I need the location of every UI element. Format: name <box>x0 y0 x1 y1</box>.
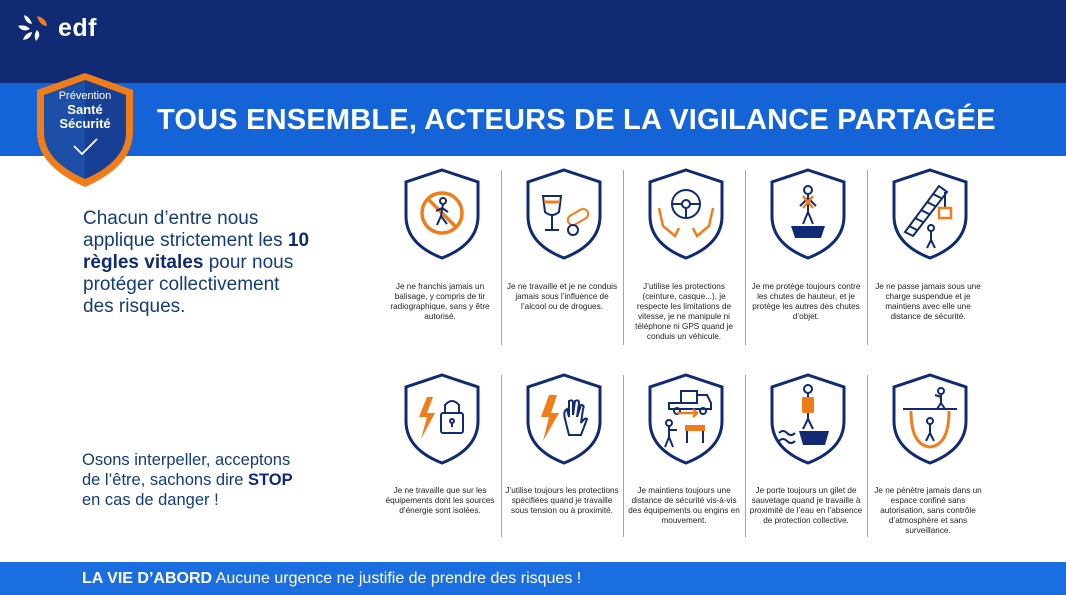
badge-line-3: Sécurité <box>59 116 111 131</box>
intro-text <box>83 208 313 318</box>
edf-logo-text: edf <box>58 13 97 42</box>
outro-text-start: Osons interpeller, acceptons de l’être, sachons dire <box>82 451 291 489</box>
intro-text-start: Chacun d’entre nous applique strictement les <box>83 208 288 251</box>
vehicle-distance-icon <box>647 373 725 465</box>
intro-text-emphasis: 10 règles vitales <box>83 230 310 273</box>
badge-line-1: Prévention <box>58 90 112 102</box>
rule-divider <box>623 375 624 537</box>
insulated-gloves-icon <box>525 373 603 465</box>
rule-divider <box>501 170 502 345</box>
confined-space-icon <box>891 373 969 465</box>
outro-text-end: en cas de danger ! <box>82 491 219 509</box>
intro-text-end: pour nous protéger collectivement des risques. <box>83 252 294 317</box>
life-vest-icon <box>769 373 847 465</box>
outro-text-emphasis: STOP <box>248 471 293 489</box>
rule-text: J’utilise toujours les protections spécifiées quand je travaille sous tension ou à proximité. <box>505 486 619 515</box>
fall-protection-icon <box>769 168 847 260</box>
rule-text: Je me protège toujours contre les chutes de hauteur, et je protège les autres des chutes d’objet. <box>751 282 861 321</box>
rule-divider <box>501 375 502 537</box>
rule-divider <box>745 375 746 537</box>
prevention-badge-label <box>40 89 130 131</box>
rule-text: Je ne travaille que sur les équipements dont les sources d’énergie sont isolées. <box>385 486 495 515</box>
page-title: TOUS ENSEMBLE, ACTEURS DE LA VIGILANCE PARTAGÉE <box>157 104 996 136</box>
no-alcohol-drugs-icon <box>525 168 603 260</box>
rule-divider <box>867 375 868 537</box>
rule-divider <box>623 170 624 345</box>
no-entry-zone-icon <box>403 168 481 260</box>
call-to-action-text <box>82 450 302 510</box>
rule-text: J’utilise les protections (ceinture, casque...), je respecte les limitations de vitesse, je ne manipule ni téléphone ni GPS quand je conduis un véhicule. <box>635 282 733 341</box>
rule-text: Je porte toujours un gilet de sauvetage quand je travaille à proximité de l’eau en l’absence de protection collective. <box>749 486 863 525</box>
footer-message <box>82 570 581 588</box>
edf-logo <box>16 10 97 46</box>
rule-divider <box>867 170 868 345</box>
rule-text: Je ne pénètre jamais dans un espace confiné sans autorisation, sans contrôle d’atmosphère et sans surveillance. <box>874 486 982 535</box>
rule-divider <box>745 170 746 345</box>
rule-text: Je ne passe jamais sous une charge suspendue et je maintiens avec elle une distance de sécurité. <box>875 282 981 321</box>
energy-lockout-icon <box>403 373 481 465</box>
edf-logo-icon <box>16 10 52 46</box>
rule-text: Je maintiens toujours une distance de sécurité vis-à-vis des équipements ou engins en mouvement. <box>628 486 740 525</box>
rule-text: Je ne travaille et je ne conduis jamais sous l’influence de l’alcool ou de drogues. <box>506 282 618 311</box>
steering-wheel-hands-icon <box>647 168 725 260</box>
badge-line-2: Santé <box>67 102 103 117</box>
footer-emphasis: LA VIE D’ABORD <box>82 570 213 587</box>
suspended-load-icon <box>891 168 969 260</box>
footer-text: Aucune urgence ne justifie de prendre des risques ! <box>212 570 582 587</box>
rule-text: Je ne franchis jamais un balisage, y compris de tir radiographique, sans y être autorisé. <box>390 282 490 321</box>
